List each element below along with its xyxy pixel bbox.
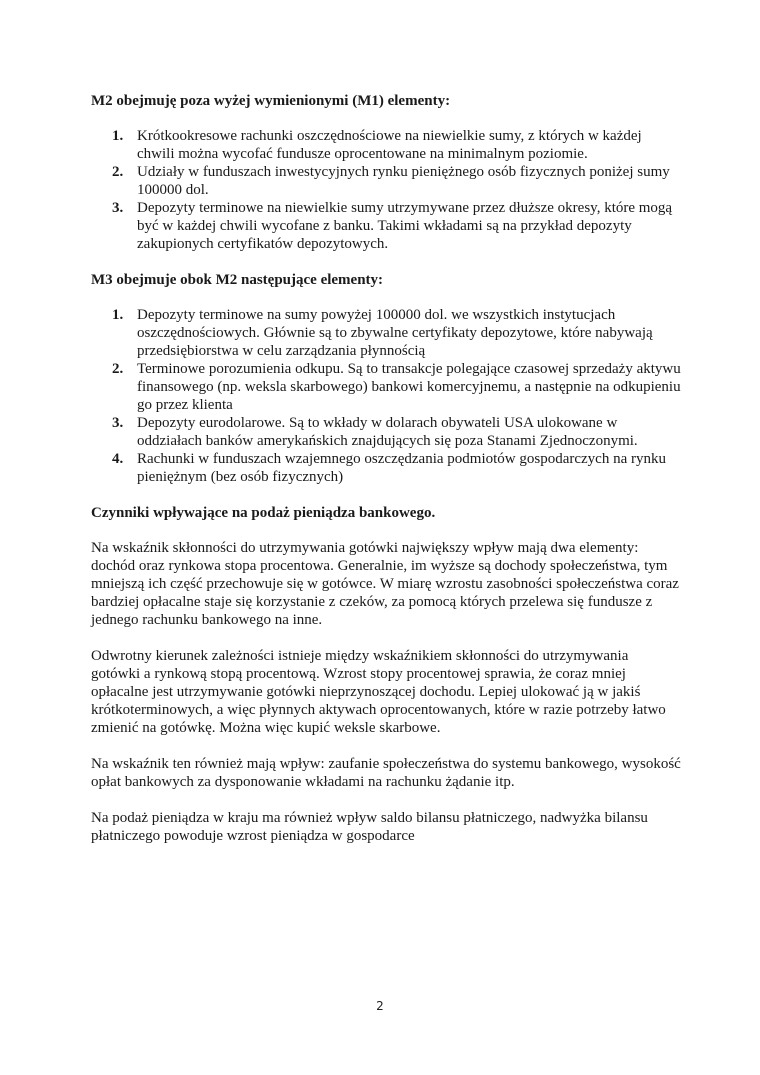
list-item-text: Rachunki w funduszach wzajemnego oszczędzania podmiotów gospodarczych na rynku pieniężnym (bez osób fizycznych)	[137, 451, 666, 485]
paragraph: Odwrotny kierunek zależności istnieje między wskaźnikiem skłonności do utrzymywania gotówki a rynkową stopą procentową. Wzrost stopy procentowej sprawia, że coraz mniej opłacalne jest utrzymywanie gotówki nieprzynoszącej dochodu. Lepiej ulokować ją w jakiś krótkoterminowych, a więc płynnych aktywach oprocentowanych, które w razie potrzeby łatwo zmienić na gotówkę. Można więc kupić weksle skarbowe.	[91, 648, 666, 736]
m2-list	[91, 127, 681, 253]
list-number: 2.	[112, 361, 124, 377]
list-item	[91, 306, 681, 360]
list-number: 1.	[112, 128, 124, 144]
list-item	[91, 360, 681, 414]
section-heading-factors: Czynniki wpływające na podaż pieniądza bankowego.	[91, 505, 436, 521]
list-item	[91, 450, 681, 486]
list-number: 4.	[112, 451, 124, 467]
list-item	[91, 163, 681, 199]
list-number: 3.	[112, 415, 124, 431]
list-item-text: Depozyty terminowe na sumy powyżej 100000 dol. we wszystkich instytucjach oszczędnościowych. Głównie są to zbywalne certyfikaty depozytowe, które nabywają przedsiębiorstwa w celu zarządzania płynnością	[137, 307, 653, 359]
list-number: 3.	[112, 200, 124, 216]
page-number: 2	[376, 999, 384, 1013]
paragraph: Na wskaźnik ten również mają wpływ: zaufanie społeczeństwa do systemu bankowego, wysokość opłat bankowych za dysponowanie wkładami na rachunku żądanie itp.	[91, 756, 681, 790]
list-item	[91, 127, 681, 163]
list-item	[91, 199, 681, 253]
paragraph: Na wskaźnik skłonności do utrzymywania gotówki największy wpływ mają dwa elementy: dochód oraz rynkowa stopa procentowa. Generalnie, im wyższe są dochody społeczeństwa, tym mniejszą ich część przechowuje się w gotówce. W miarę wzrostu zasobności społeczeństwa coraz bardziej opłacalne staje się korzystanie z czeków, za pomocą których przelewa się fundusze z jednego rachunku bankowego na inne.	[91, 540, 679, 628]
list-number: 2.	[112, 164, 124, 180]
list-number: 1.	[112, 307, 124, 323]
list-item-text: Depozyty eurodolarowe. Są to wkłady w dolarach obywateli USA ulokowane w oddziałach banków amerykańskich znajdujących się poza Stanami Zjednoczonymi.	[137, 415, 638, 449]
list-item-text: Udziały w funduszach inwestycyjnych rynku pieniężnego osób fizycznych poniżej sumy 100000 dol.	[137, 164, 670, 198]
document-body	[91, 92, 681, 863]
list-item-text: Terminowe porozumienia odkupu. Są to transakcje polegające czasowej sprzedaży aktywu finansowego (np. weksla skarbowego) bankowi komercyjnemu, a następnie na odkupieniu go przez klienta	[137, 361, 681, 413]
list-item-text: Krótkookresowe rachunki oszczędnościowe na niewielkie sumy, z których w każdej chwili można wycofać fundusze oprocentowane na minimalnym poziomie.	[137, 128, 642, 162]
section-heading-m2: M2 obejmuję poza wyżej wymienionymi (M1) elementy:	[91, 93, 451, 109]
list-item	[91, 414, 681, 450]
paragraph: Na podaż pieniądza w kraju ma również wpływ saldo bilansu płatniczego, nadwyżka bilansu płatniczego powoduje wzrost pieniądza w gospodarce	[91, 810, 648, 844]
section-heading-m3: M3 obejmuje obok M2 następujące elementy:	[91, 272, 384, 288]
m3-list	[91, 306, 681, 486]
list-item-text: Depozyty terminowe na niewielkie sumy utrzymywane przez dłuższe okresy, które mogą być w każdej chwili wycofane z banku. Takimi wkładami są na przykład depozyty zakupionych certyfikatów depozytowych.	[137, 200, 673, 252]
